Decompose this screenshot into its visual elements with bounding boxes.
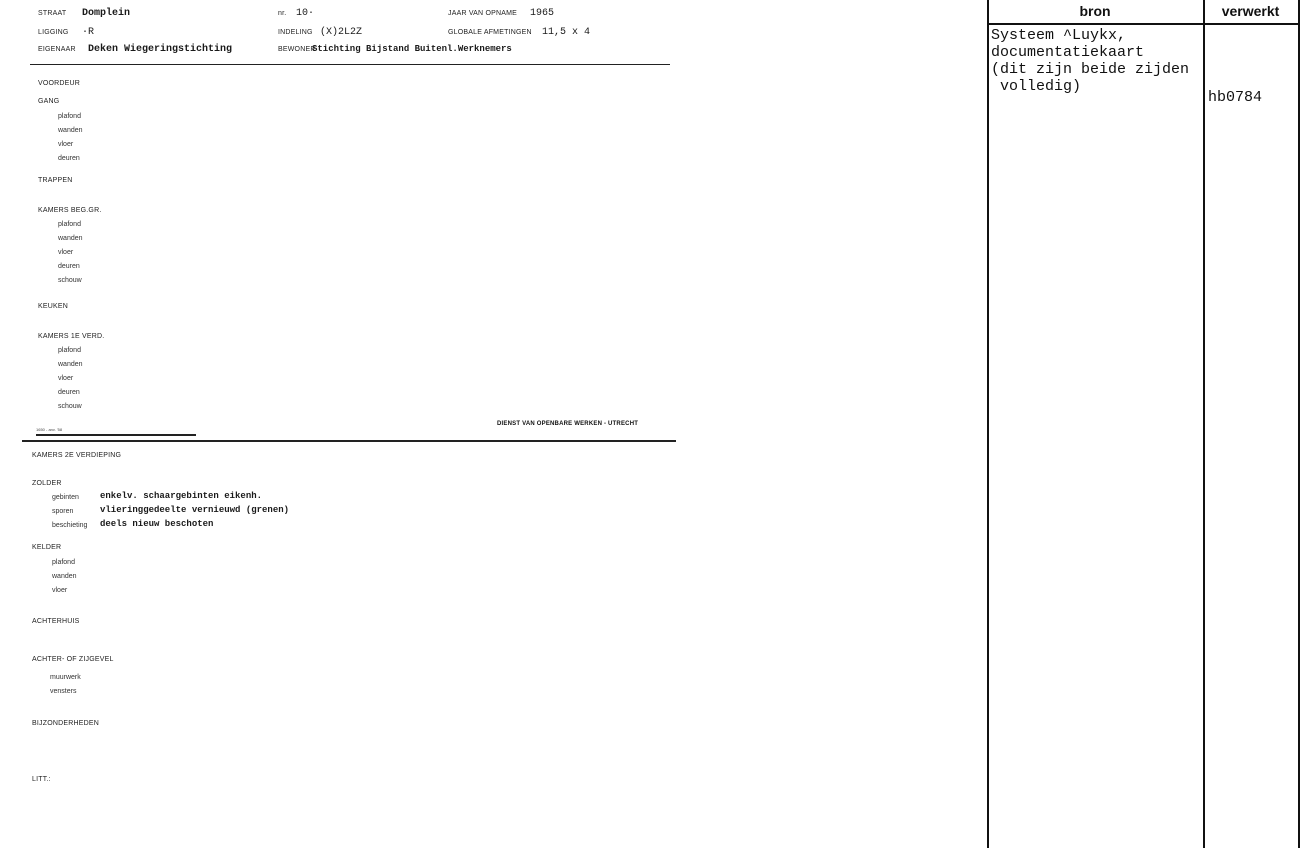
source-table — [987, 0, 1300, 848]
table-header-divider — [987, 23, 1300, 25]
zolder-sporen-label: sporen — [52, 508, 74, 515]
afmetingen-label: GLOBALE AFMETINGEN — [448, 29, 532, 36]
achterhuis-label: ACHTERHUIS — [32, 618, 80, 625]
gang-vloer: vloer — [58, 141, 74, 148]
kelder-plafond: plafond — [52, 559, 75, 566]
bron-header: bron — [1079, 3, 1111, 19]
table-border-right — [1298, 0, 1300, 848]
kamers-2e-label: KAMERS 2E VERDIEPING — [32, 452, 122, 459]
bijzonderheden-label: BIJZONDERHEDEN — [32, 720, 99, 727]
kamers-1e-wanden: wanden — [58, 361, 83, 368]
nr-label: nr. — [278, 10, 287, 17]
zolder-gebinten-value: enkelv. schaargebinten eikenh. — [100, 491, 263, 501]
zolder-label: ZOLDER — [32, 480, 62, 487]
zolder-gebinten-label: gebinten — [52, 494, 79, 501]
achtergevel-muurwerk: muurwerk — [50, 674, 81, 681]
achtergevel-label: ACHTER- OF ZIJGEVEL — [32, 656, 114, 663]
form-code: 1650 - anv. '58 — [36, 427, 63, 432]
bron-cell — [991, 27, 1207, 95]
header-divider — [30, 64, 670, 65]
kamers-beg-vloer: vloer — [58, 249, 74, 256]
zolder-beschieting-value: deels nieuw beschoten — [100, 519, 214, 529]
kelder-label: KELDER — [32, 544, 62, 551]
trappen-label: TRAPPEN — [38, 177, 73, 184]
verwerkt-header: verwerkt — [1221, 3, 1280, 19]
straat-label: STRAAT — [38, 10, 67, 17]
bron-line: (dit zijn beide zijden — [991, 61, 1190, 78]
indeling-label: INDELING — [278, 29, 313, 36]
straat-value: Domplein — [82, 8, 131, 19]
bewoner-value: Stichting Bijstand Buitenl.Werknemers — [312, 44, 512, 54]
card-break-thick — [36, 434, 196, 436]
verwerkt-cell: hb0784 — [1208, 89, 1263, 106]
table-column-divider — [1203, 0, 1205, 848]
kelder-vloer: vloer — [52, 587, 68, 594]
ligging-label: LIGGING — [38, 29, 69, 36]
jaar-label: JAAR VAN OPNAME — [448, 10, 517, 17]
nr-value: 10· — [296, 8, 315, 19]
achtergevel-vensters: vensters — [50, 688, 77, 695]
voordeur-label: VOORDEUR — [38, 80, 81, 87]
bewoner-label: BEWONER — [278, 46, 316, 53]
gang-plafond: plafond — [58, 113, 81, 120]
kamers-beg-wanden: wanden — [58, 235, 83, 242]
bron-line: documentatiekaart — [991, 44, 1145, 61]
ligging-value: ·R — [82, 27, 95, 38]
bron-line: volledig) — [991, 78, 1082, 95]
eigenaar-value: Deken Wiegeringstichting — [88, 44, 233, 55]
zolder-sporen-value: vlieringgedeelte vernieuwd (grenen) — [100, 505, 290, 515]
kamers-1e-vloer: vloer — [58, 375, 74, 382]
card-break-line — [22, 440, 676, 442]
kamers-1e-plafond: plafond — [58, 347, 81, 354]
kamers-1e-deuren: deuren — [58, 389, 80, 396]
table-border-left — [987, 0, 989, 848]
kamers-beg-label: KAMERS BEG.GR. — [38, 207, 102, 214]
gang-label: GANG — [38, 98, 60, 105]
zolder-beschieting-label: beschieting — [52, 522, 88, 529]
gang-deuren: deuren — [58, 155, 80, 162]
kamers-beg-schouw: schouw — [58, 277, 82, 284]
kamers-1e-label: KAMERS 1E VERD. — [38, 333, 105, 340]
afmetingen-value: 11,5 x 4 — [542, 27, 591, 38]
kamers-1e-schouw: schouw — [58, 403, 82, 410]
bron-line: Systeem ^Luykx, — [991, 27, 1127, 44]
dienst-label: DIENST VAN OPENBARE WERKEN - UTRECHT — [497, 421, 639, 427]
indeling-value: (X)2L2Z — [320, 27, 363, 38]
eigenaar-label: EIGENAAR — [38, 46, 76, 53]
kelder-wanden: wanden — [52, 573, 77, 580]
litt-label: LITT.: — [32, 776, 51, 783]
kamers-beg-plafond: plafond — [58, 221, 81, 228]
gang-wanden: wanden — [58, 127, 83, 134]
kamers-beg-deuren: deuren — [58, 263, 80, 270]
jaar-value: 1965 — [530, 8, 555, 19]
keuken-label: KEUKEN — [38, 303, 68, 310]
